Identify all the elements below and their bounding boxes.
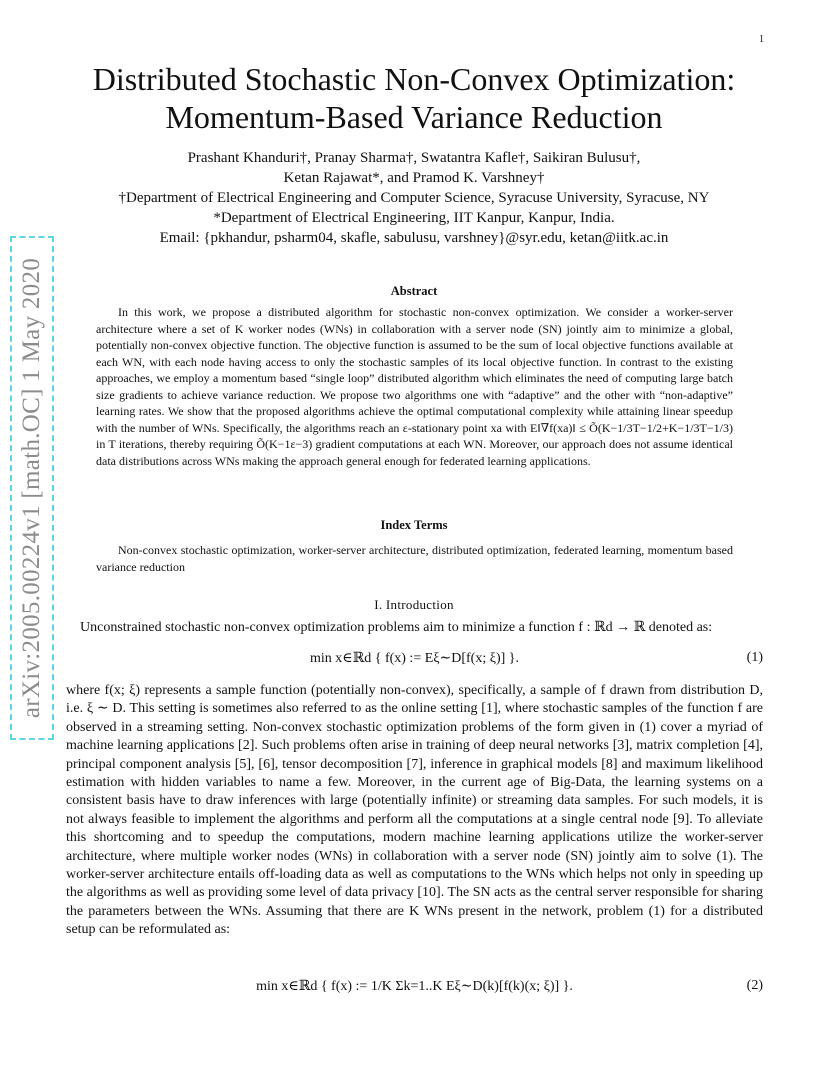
title-line-2: Momentum-Based Variance Reduction [165, 99, 663, 135]
abstract-text: In this work, we propose a distributed algorithm for stochastic non-convex optimization. We consider a worker-server architecture where a set of K worker nodes (WNs) in collaboration with a server node (SN) jointly aim to minimize a global, potentially non-convex objective function. The objective function is assumed to be the sum of local objective functions available at each WN, with each node having access to only the stochastic samples of its local objective function. In contrast to the existing approaches, we employ a momentum based “single loop” distributed algorithm which eliminates the need of computing large batch size gradients to achieve variance reduction. We propose two algorithms one with “adaptive” and the other with “non-adaptive” learning rates. We show that the proposed algorithms achieve the optimal computational complexity while attaining linear speedup with the number of WNs. Specifically, the algorithms reach an ε-stationary point xa with E‖∇f(xa)‖ ≤ Õ(K−1/3T−1/2+K−1/3T−1/3) in T iterations, thereby requiring Õ(K−1ε−3) gradient computations at each WN. Moreover, our approach does not assume identical data distributions across WNs making the approach general enough for federated learning applications. [96, 305, 733, 468]
authors-line-2: Ketan Rajawat*, and Pramod K. Varshney† [283, 170, 545, 186]
email-line: Email: {pkhandur, psharm04, skafle, sabulusu, varshney}@syr.edu, ketan@iitk.ac.in [159, 230, 669, 246]
intro-paragraph-1: Unconstrained stochastic non-convex optimization problems aim to minimize a function f : ℝd → ℝ denoted as: [80, 620, 713, 635]
affiliation-2: *Department of Electrical Engineering, IIT Kanpur, Kanpur, India. [213, 210, 615, 226]
author-block [60, 148, 768, 248]
page-number: 1 [759, 34, 764, 45]
abstract-heading: Abstract [390, 284, 438, 298]
equation-2-number: (2) [746, 978, 763, 993]
arxiv-id: arXiv:2005.00224v1 [math.OC] 1 May 2020 [18, 257, 45, 719]
equation-1-number: (1) [746, 650, 763, 665]
index-terms-text: Non-convex stochastic optimization, worker-server architecture, distributed optimization, federated learning, momentum based variance reduction [96, 543, 733, 574]
paper-title [60, 60, 768, 136]
index-terms-heading: Index Terms [380, 518, 448, 532]
equation-2-body: min x∈ℝd { f(x) := 1/K Σk=1..K Eξ∼D(k)[f(k)(x; ξ)] }. [256, 979, 573, 994]
intro-paragraph-2: where f(x; ξ) represents a sample function (potentially non-convex), specifically, a sample of f drawn from distribution D, i.e. ξ ∼ D. This setting is sometimes also referred to as the online setting [1], where stochastic samples of the function f are observed in a streaming setting. Non-convex stochastic optimization problems of the form given in (1) cover a myriad of machine learning applications [2]. Such problems often arise in training of deep neural networks [3], matrix completion [4], principal component analysis [5], [6], tensor decomposition [7], inference in graphical models [8] and maximum likelihood estimation with hidden variables to name a few. Moreover, in the current age of Big-Data, the learning systems on a consistent basis have to draw inferences with large (potentially infinite) or streaming data samples. For such models, it is not always feasible to implement the algorithms and perform all the computations at a single central node [9]. To alleviate this shortcoming and to speedup the computations, modern machine learning applications utilize the worker-server architecture, where multiple worker nodes (WNs) in collaboration with a server node (SN) jointly aim to solve (1). The worker-server architecture entails off-loading data as well as computations to the WNs which helps not only in speeding up the algorithms as well as providing some level of data privacy [10]. The SN acts as the central server responsible for sharing the parameters between the WNs. Assuming that there are K WNs present in the network, problem (1) for a distributed setup can be reformulated as: [66, 683, 763, 938]
arxiv-stamp [4, 236, 60, 744]
affiliation-1: †Department of Electrical Engineering and Computer Science, Syracuse University, Syracuse, NY [118, 190, 710, 206]
section-heading: I. Introduction [374, 597, 454, 612]
authors-line-1: Prashant Khanduri†, Pranay Sharma†, Swatantra Kafle†, Saikiran Bulusu†, [187, 150, 641, 166]
equation-1-body: min x∈ℝd { f(x) := Eξ∼D[f(x; ξ)] }. [309, 651, 520, 666]
title-line-1: Distributed Stochastic Non-Convex Optimization: [92, 61, 736, 97]
